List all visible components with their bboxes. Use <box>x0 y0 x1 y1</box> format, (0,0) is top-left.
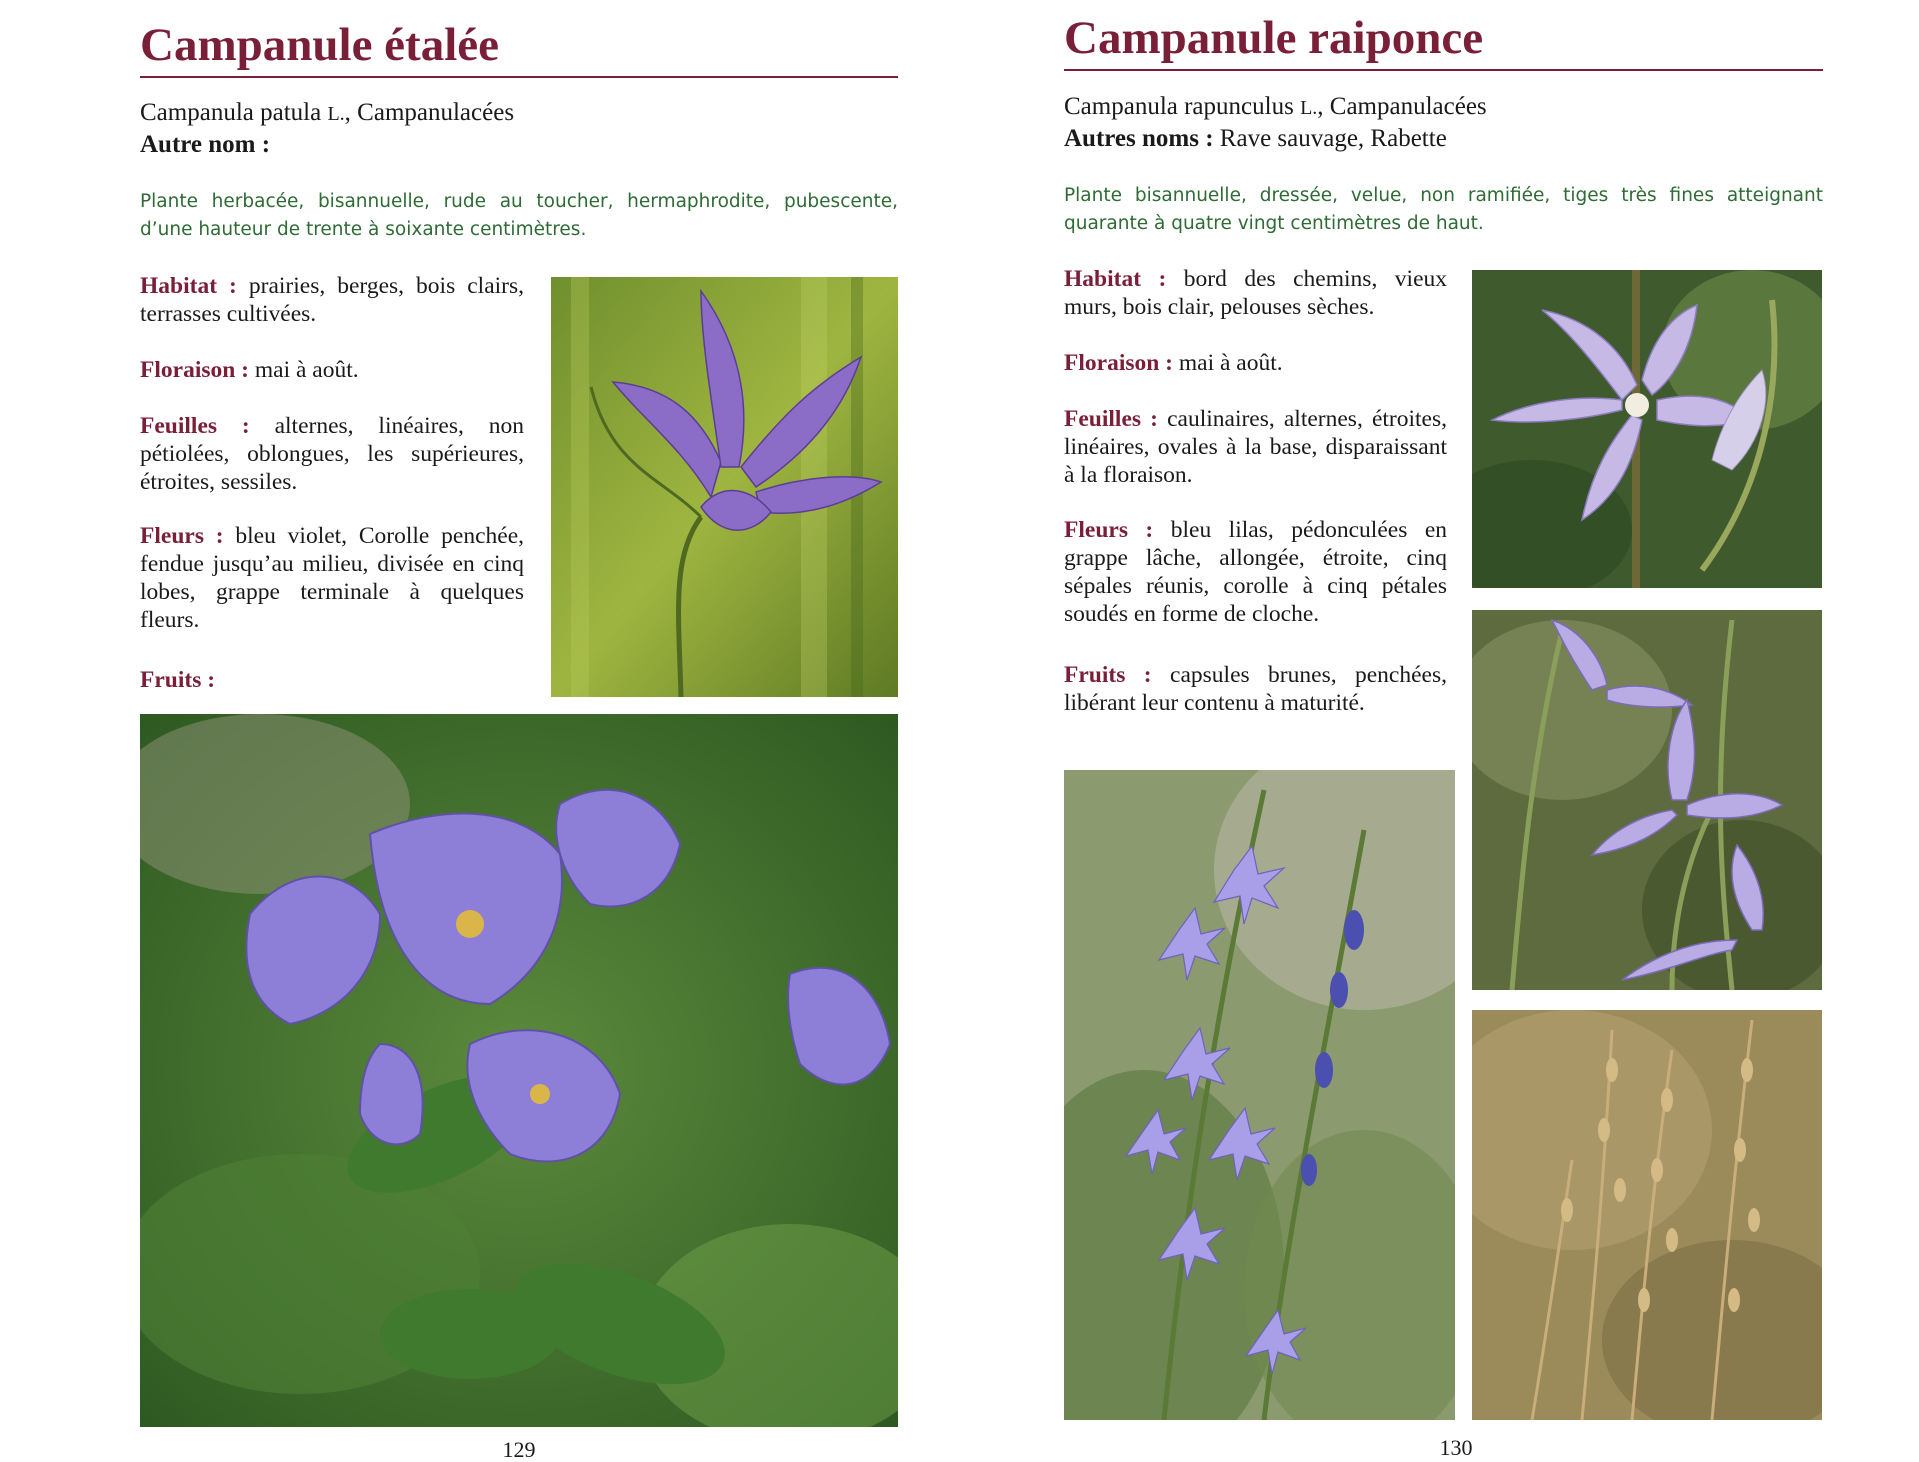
family-name: , Campanulacées <box>344 99 515 126</box>
fleurs-value: bleu lilas, pédonculées en grappe lâche, allongée, étroite, cinq sépales réunis, corolle à cinq pétales soudés en forme de cloche. <box>1064 517 1447 627</box>
fleurs-section <box>1064 516 1447 628</box>
photo-flower-cluster <box>140 714 898 1427</box>
latin-name: Campanula rapunculus <box>1064 93 1294 120</box>
photo-bellflower-closeup <box>1472 270 1822 588</box>
floraison-section <box>140 356 524 384</box>
habitat-section <box>140 272 524 328</box>
photo-single-bellflower <box>551 277 898 697</box>
photo-flowering-spikes <box>1064 770 1455 1420</box>
scientific-name-line <box>1064 91 1487 124</box>
floraison-value: mai à août. <box>254 357 359 383</box>
floraison-label: Floraison : <box>1064 350 1174 376</box>
habitat-value: prairies, berges, bois clairs, terrasses cultivées. <box>140 273 524 327</box>
floraison-section <box>1064 349 1447 377</box>
fleurs-value: bleu violet, Corolle penchée, fendue jusqu’au milieu, divisée en cinq lobes, grappe terminale à quelques fleurs. <box>140 523 525 633</box>
page-title: Campanule étalée <box>140 19 499 71</box>
fruits-section <box>140 666 524 694</box>
right-page <box>960 0 1919 1460</box>
photo-bellflower-stems <box>1472 610 1822 990</box>
other-names-line <box>140 129 270 161</box>
title-rule <box>140 76 898 78</box>
fruits-label: Fruits : <box>140 667 216 693</box>
habitat-label: Habitat : <box>1064 266 1167 292</box>
feuilles-label: Feuilles : <box>140 413 250 439</box>
feuilles-value: alternes, linéaires, non pétiolées, oblongues, les supérieures, étroites, sessiles. <box>140 413 525 495</box>
author-abbrev: L. <box>327 103 345 125</box>
feuilles-section <box>140 412 524 496</box>
habitat-label: Habitat : <box>140 273 237 299</box>
page-number: 130 <box>1439 1435 1473 1460</box>
feuilles-section <box>1064 405 1447 489</box>
habitat-section <box>1064 265 1447 321</box>
photo-dried-fruit-stalks <box>1472 1010 1822 1420</box>
family-name: , Campanulacées <box>1317 93 1487 120</box>
intro-text: Plante herbacée, bisannuelle, rude au toucher, hermaphrodite, pubescente, d’une hauteur de trente à soixante centimètres. <box>140 191 898 240</box>
fleurs-label: Fleurs : <box>140 523 224 549</box>
fruits-value: capsules brunes, penchées, libérant leur contenu à maturité. <box>1064 662 1447 716</box>
other-names-label: Autres noms : <box>1064 125 1214 152</box>
latin-name: Campanula patula <box>140 99 322 126</box>
author-abbrev: L. <box>1300 97 1318 119</box>
title-rule <box>1064 69 1823 71</box>
fleurs-label: Fleurs : <box>1064 517 1154 543</box>
scientific-name-line <box>140 97 514 130</box>
page-title: Campanule raiponce <box>1064 12 1484 64</box>
habitat-value: bord des chemins, vieux murs, bois clair, pelouses sèches. <box>1064 266 1447 320</box>
other-names-value: Rave sauvage, Rabette <box>1219 125 1447 152</box>
floraison-value: mai à août. <box>1178 350 1283 376</box>
fruits-label: Fruits : <box>1064 662 1152 688</box>
fleurs-section <box>140 522 524 634</box>
intro-text: Plante bisannuelle, dressée, velue, non ramifiée, tiges très fines atteignant quarante à quatre vingt centimètres de haut. <box>1064 185 1823 234</box>
other-names-line <box>1064 123 1447 155</box>
feuilles-label: Feuilles : <box>1064 406 1158 432</box>
other-names-label: Autre nom : <box>140 131 271 158</box>
feuilles-value: caulinaires, alternes, étroites, linéaires, ovales à la base, disparaissant à la floraison. <box>1064 406 1447 488</box>
floraison-label: Floraison : <box>140 357 250 383</box>
fruits-section <box>1064 661 1447 717</box>
page-number: 129 <box>502 1437 536 1462</box>
